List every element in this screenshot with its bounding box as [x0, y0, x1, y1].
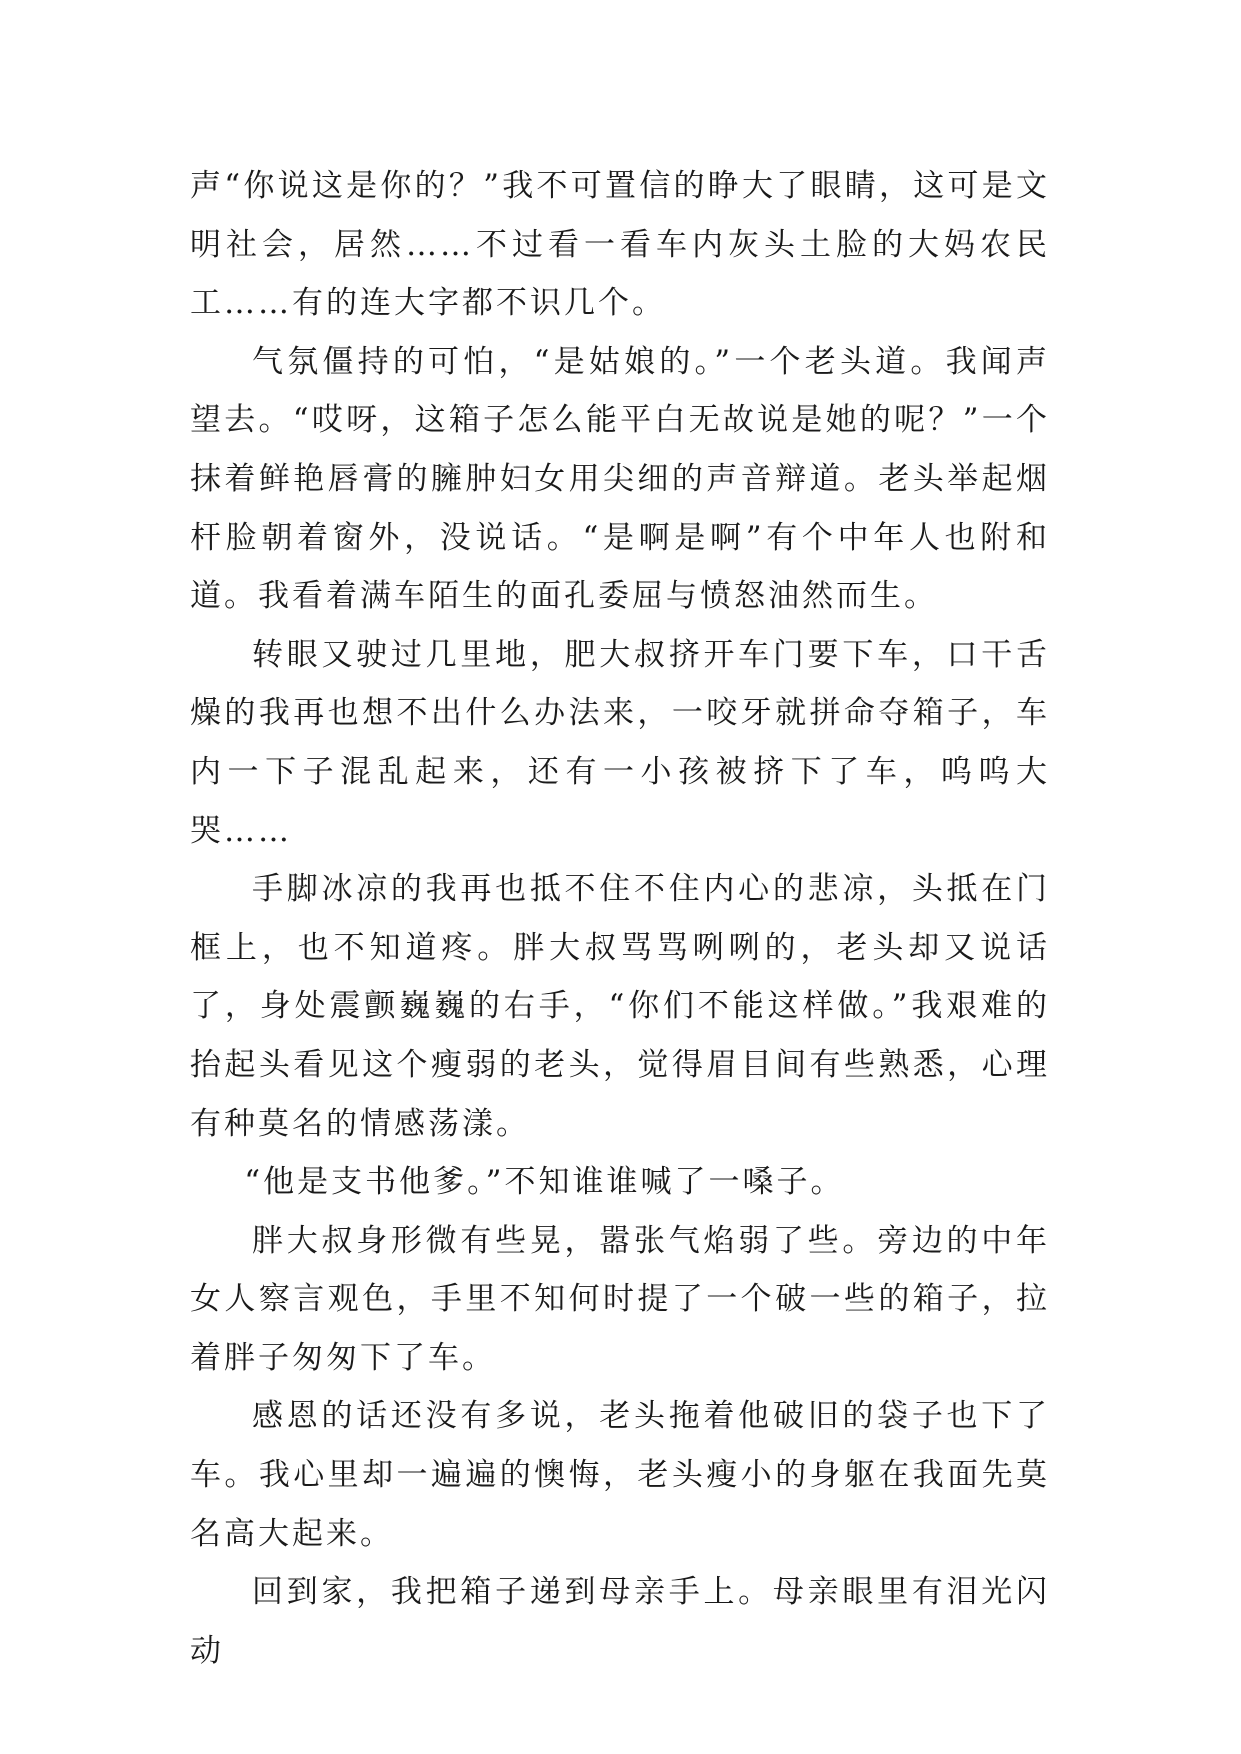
paragraph-2: 气氛僵持的可怕，“是姑娘的。”一个老头道。我闻声望去。“哎呀，这箱子怎么能平白无故说是她的呢？”一个抹着鲜艳唇膏的臃肿妇女用尖细的声音辩道。老头举起烟杆脸朝着窗外，没说话。“是啊是啊”有个中年人也附和道。我看着满车陌生的面孔委屈与愤怒油然而生。 — [190, 343, 1050, 615]
paragraph-3: 转眼又驶过几里地，肥大叔挤开车门要下车，口干舌燥的我再也想不出什么办法来，一咬牙就拼命夺箱子，车内一下子混乱起来，还有一小孩被挤下了车，呜呜大哭…… — [190, 636, 1050, 849]
paragraph-4: 手脚冰凉的我再也抵不住不住内心的悲凉，头抵在门框上，也不知道疼。胖大叔骂骂咧咧的，老头却又说话了，身处震颤巍巍的右手，“你们不能这样做。”我艰难的抬起头看见这个瘦弱的老头，觉得眉目间有些熟悉，心理有种莫名的情感荡漾。 — [190, 871, 1050, 1142]
paragraph-7: 感恩的话还没有多说，老头拖着他破旧的袋子也下了车。我心里却一遍遍的懊悔，老头瘦小的身躯在我面先莫名高大起来。 — [190, 1398, 1050, 1552]
paragraph-6: 胖大叔身形微有些晃，嚣张气焰弱了些。旁边的中年女人察言观色，手里不知何时提了一个破一些的箱子，拉着胖子匆匆下了车。 — [190, 1222, 1050, 1376]
paragraph-8: 回到家，我把箱子递到母亲手上。母亲眼里有泪光闪动 — [190, 1574, 1050, 1669]
paragraph-5: “他是支书他爹。”不知谁谁喊了一嗓子。 — [244, 1164, 845, 1201]
document-body — [190, 157, 1050, 1680]
paragraph-1: 声“你说这是你的？”我不可置信的睁大了眼睛，这可是文明社会，居然……不过看一看车内灰头土脸的大妈农民工……有的连大字都不识几个。 — [190, 168, 1050, 322]
